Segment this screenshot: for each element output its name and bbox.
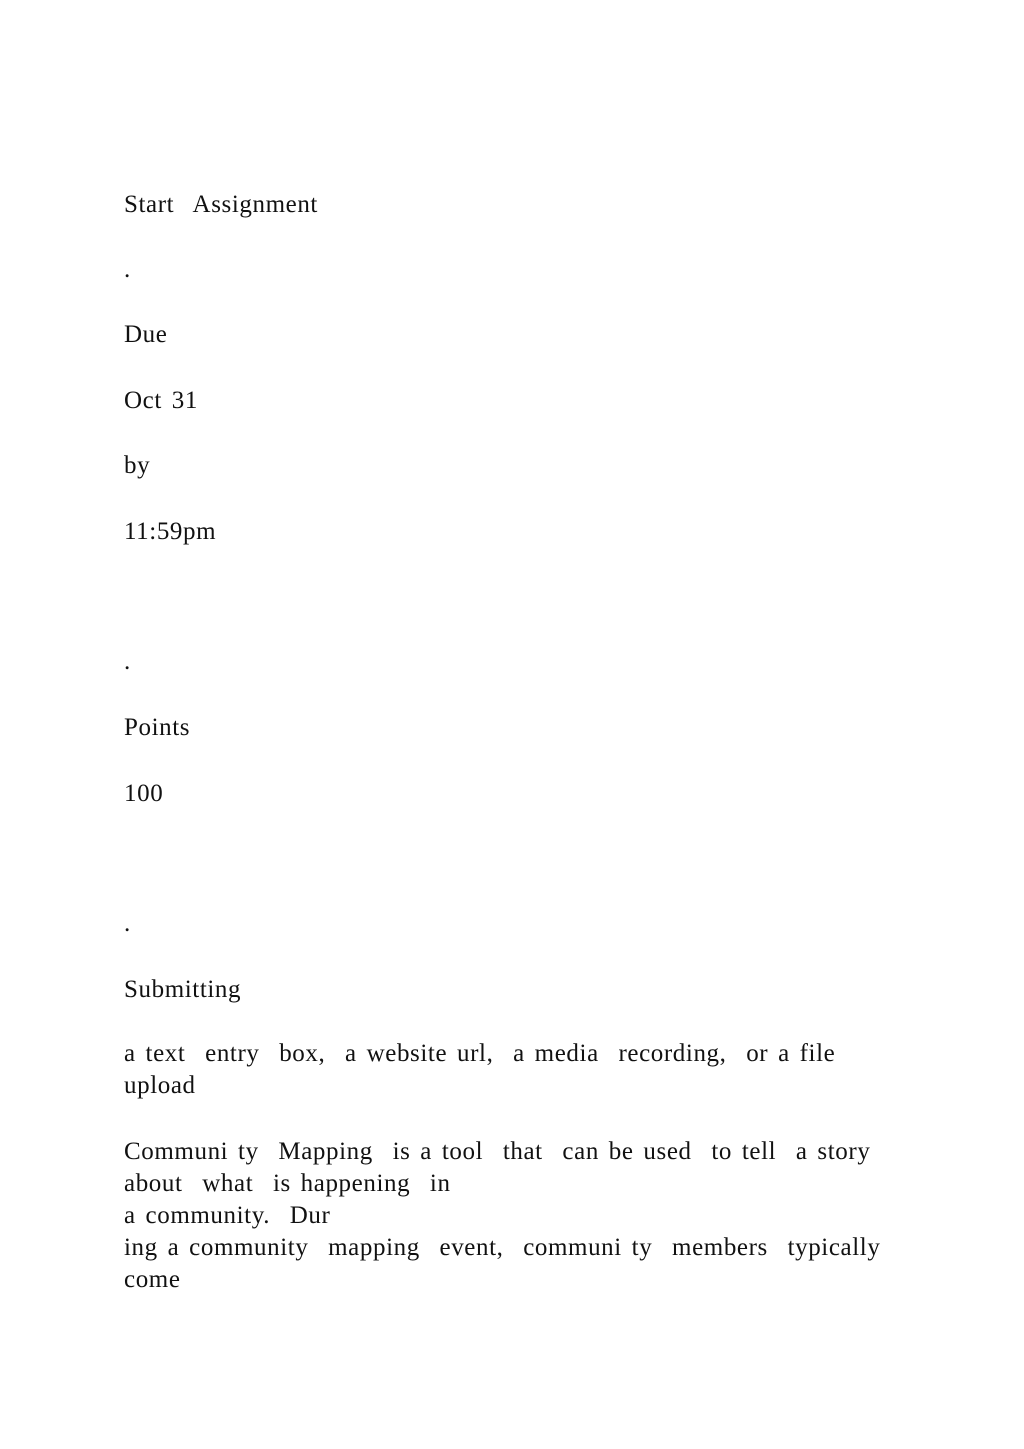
separator-dot: . xyxy=(124,910,131,937)
submitting-types-line: a text entry box, a website url, a media recording, or a file xyxy=(124,1040,836,1067)
description-line: ing a community mapping event, communi ty members typically xyxy=(124,1234,881,1261)
separator-dot: . xyxy=(124,648,131,675)
due-by-label: by xyxy=(124,452,151,479)
points-label: Points xyxy=(124,714,191,741)
description-line: a community. Dur xyxy=(124,1202,331,1229)
points-value: 100 xyxy=(124,780,164,807)
submitting-types-line: upload xyxy=(124,1072,196,1099)
assignment-description xyxy=(124,1136,894,1296)
due-time: 11:59pm xyxy=(124,518,217,545)
description-line: about what is happening in xyxy=(124,1170,451,1197)
submitting-types xyxy=(124,1038,894,1102)
separator-dot: . xyxy=(124,256,131,283)
due-label: Due xyxy=(124,321,168,348)
description-line: Communi ty Mapping is a tool that can be used to tell a story xyxy=(124,1138,871,1165)
submitting-label: Submitting xyxy=(124,976,242,1003)
due-date: Oct 31 xyxy=(124,387,198,414)
description-line: come xyxy=(124,1266,181,1293)
start-assignment-link[interactable]: Start Assignment xyxy=(124,191,318,218)
